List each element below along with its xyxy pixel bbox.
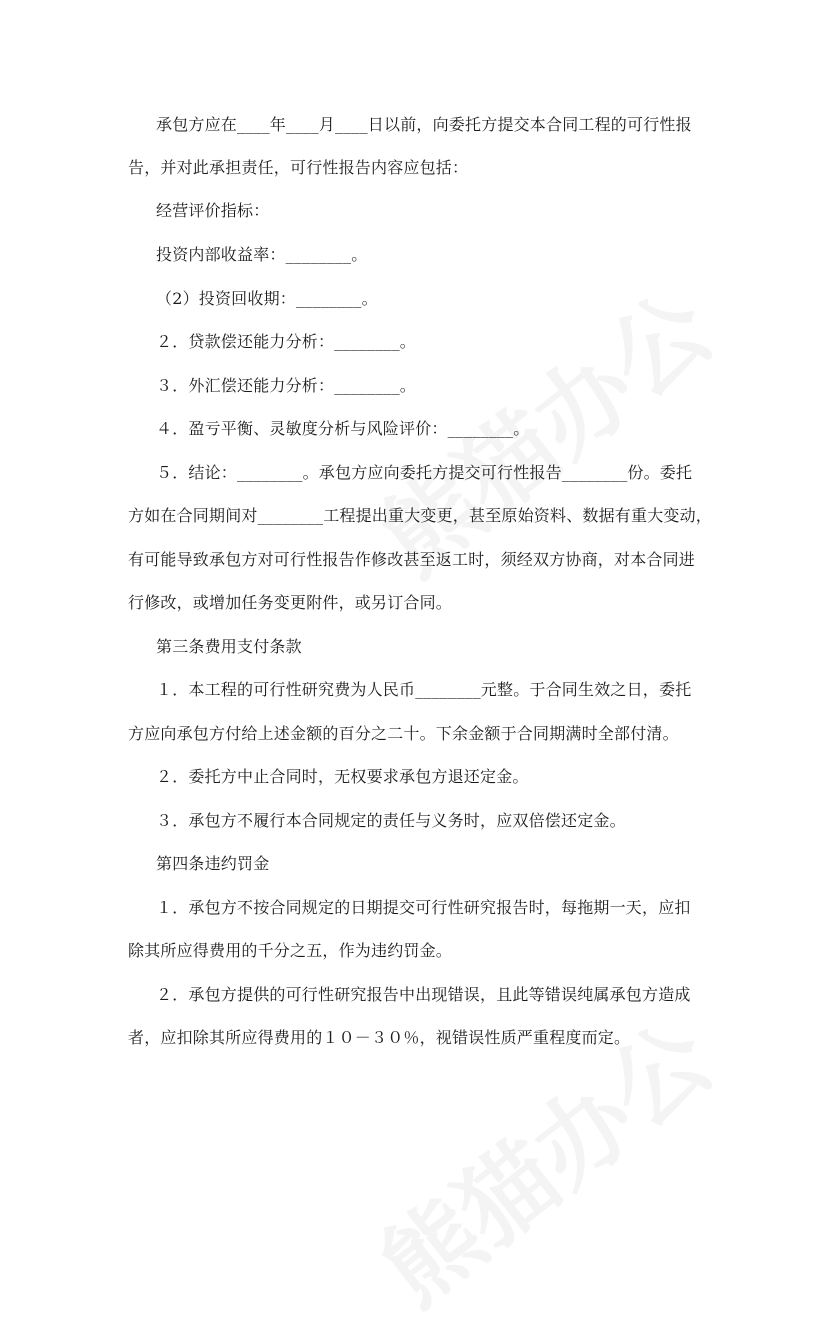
paragraph-line: ３．外汇偿还能力分析：________。 (156, 376, 417, 395)
paragraph-line: 投资内部收益率：________。 (156, 245, 368, 264)
paragraph-line: ２．贷款偿还能力分析：________。 (156, 332, 417, 351)
paragraph-line: ４．盈亏平衡、灵敏度分析与风险评价：________。 (156, 419, 530, 438)
paragraph-line: ２．委托方中止合同时，无权要求承包方退还定金。 (156, 767, 529, 786)
paragraph-line: 承包方应在____年____月____日以前，向委托方提交本合同工程的可行性报 (156, 115, 692, 134)
section-heading: 第四条违约罚金 (156, 854, 270, 873)
paragraph-line: 有可能导致承包方对可行性报告作修改甚至返工时，须经双方协商，对本合同进 (128, 550, 696, 569)
paragraph-line: 告，并对此承担责任，可行性报告内容应包括： (128, 158, 469, 177)
paragraph-line: 经营评价指标： (156, 201, 270, 220)
paragraph-line: ５．结论：________。承包方应向委托方提交可行性报告________份。委托 (156, 463, 693, 482)
paragraph-line: 方应向承包方付给上述金额的百分之二十。下余金额于合同期满时全部付清。 (128, 724, 679, 743)
paragraph-line: １．承包方不按合同规定的日期提交可行性研究报告时，每拖期一天，应扣 (156, 898, 691, 917)
paragraph-line: １．本工程的可行性研究费为人民币________元整。于合同生效之日，委托 (156, 680, 692, 699)
paragraph-line: ３．承包方不履行本合同规定的责任与义务时，应双倍偿还定金。 (156, 811, 626, 830)
paragraph-line: ２．承包方提供的可行性研究报告中出现错误，且此等错误纯属承包方造成 (156, 985, 691, 1004)
paragraph-line: 者，应扣除其所应得费用的１０－３０％，视错误性质严重程度而定。 (128, 1028, 631, 1047)
paragraph-line: 方如在合同期间对________工程提出重大变更，甚至原始资料、数据有重大变动， (128, 506, 713, 525)
paragraph-line: 行修改，或增加任务变更附件，或另订合同。 (128, 593, 453, 612)
paragraph-line: 除其所应得费用的千分之五，作为违约罚金。 (128, 941, 453, 960)
paragraph-line: （2）投资回收期：________。 (156, 289, 378, 308)
section-heading: 第三条费用支付条款 (156, 637, 302, 656)
